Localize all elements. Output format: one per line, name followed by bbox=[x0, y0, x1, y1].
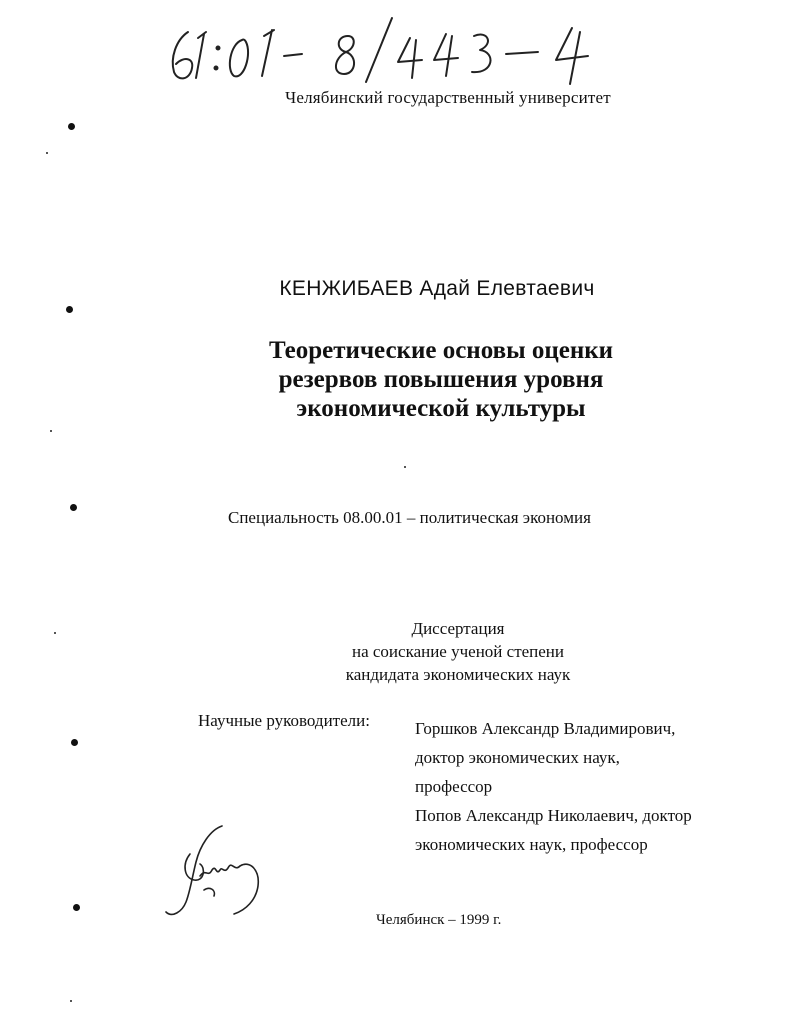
dissertation-line: на соискание ученой степени bbox=[351, 642, 565, 661]
dissertation-line: кандидата экономических наук bbox=[345, 665, 571, 684]
scan-speck bbox=[404, 466, 406, 468]
advisor-line: Попов Александр Николаевич, доктор bbox=[415, 806, 692, 825]
advisor-line: экономических наук, профессор bbox=[415, 835, 648, 854]
advisors-list bbox=[415, 714, 692, 859]
scan-speck bbox=[50, 430, 52, 432]
author-name: КЕНЖИБАЕВ Адай Елевтаевич bbox=[279, 277, 595, 300]
dissertation-description bbox=[0, 617, 796, 686]
title-line: резервов повышения уровня bbox=[278, 366, 604, 393]
signature bbox=[160, 820, 270, 920]
binding-hole-mark bbox=[66, 306, 73, 313]
title-line: экономической культуры bbox=[296, 395, 586, 422]
university-name: Челябинский государственный университет bbox=[285, 88, 611, 107]
dissertation-title bbox=[0, 336, 796, 423]
advisors-label: Научные руководители: bbox=[198, 711, 370, 730]
specialty: Специальность 08.00.01 – политическая экономия bbox=[228, 508, 591, 527]
advisor-line: Горшков Александр Владимирович, bbox=[415, 719, 676, 738]
binding-hole-mark bbox=[71, 739, 78, 746]
dissertation-line: Диссертация bbox=[411, 619, 505, 638]
city-year: Челябинск – 1999 г. bbox=[376, 912, 502, 928]
scan-speck bbox=[54, 632, 56, 634]
scan-speck bbox=[70, 1000, 72, 1002]
advisor-line: доктор экономических наук, bbox=[415, 748, 620, 767]
scan-speck bbox=[46, 152, 48, 154]
advisor-line: профессор bbox=[415, 777, 493, 796]
binding-hole-mark bbox=[73, 904, 80, 911]
title-line: Теоретические основы оценки bbox=[268, 337, 614, 364]
binding-hole-mark bbox=[70, 504, 77, 511]
handwritten-catalog-code bbox=[160, 10, 630, 90]
binding-hole-mark bbox=[68, 123, 75, 130]
